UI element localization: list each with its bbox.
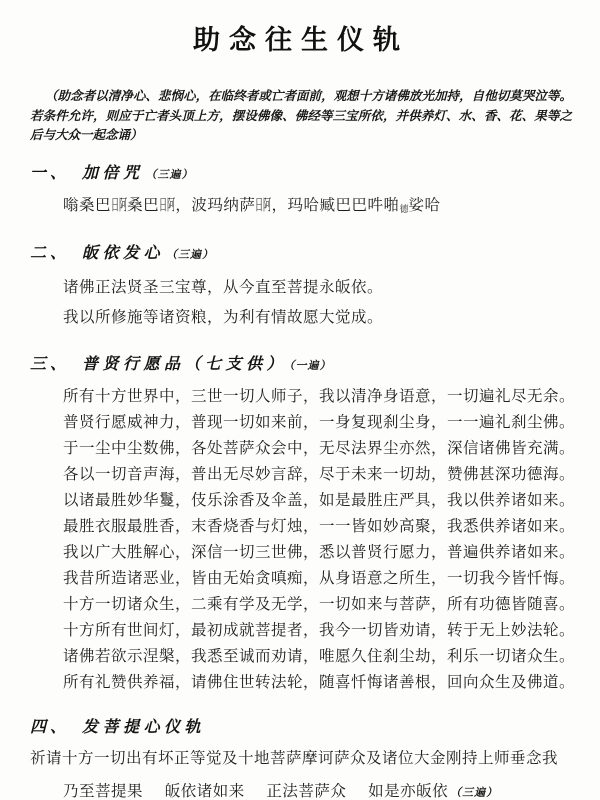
verse-line: 我以广大胜解心，深信一切三世佛，悉以普贤行愿力，普遍供养诸如来。 bbox=[63, 543, 576, 561]
verse-line: 普贤行愿威神力，普现一切如来前，一身复现刹尘身，一一遍礼刹尘佛。 bbox=[63, 413, 576, 431]
samantabhadra-verse-block bbox=[30, 384, 576, 696]
page-title: 助念往生仪轨 bbox=[193, 25, 409, 55]
intro-note: （助念者以清净心、悲悯心，在临终者或亡者面前，观想十方诸佛放光加持，自他切莫哭泣等。若条件允许，则应于亡者头顶上方，摆设佛像、佛经等三宝所依，并供养灯、水、香、花、果等之后与大众一起念诵） bbox=[30, 89, 572, 142]
ra-syllable: 日阿 bbox=[111, 196, 128, 214]
verse-line: 十方一切诸众生，二乘有学及无学，一切如来与菩萨，所有功德皆随喜。 bbox=[63, 595, 576, 613]
refuge-verse-block bbox=[30, 273, 572, 333]
small-syllable: 德 bbox=[399, 203, 409, 214]
verse-line: 于一尘中尘数佛，各处菩萨众会中，无尽法界尘亦然，深信诸佛皆充满。 bbox=[63, 439, 576, 457]
section-2-heading bbox=[30, 240, 572, 263]
section-4-heading bbox=[30, 714, 572, 737]
verse-line: 诸佛正法贤圣三宝尊，从今直至菩提永皈依。 bbox=[63, 278, 384, 296]
verse-line: 十方所有世间灯，最初成就菩提者，我今一切皆劝请，转于无上妙法轮。 bbox=[63, 621, 576, 639]
repetition-note: （三遍） bbox=[166, 248, 215, 261]
verse-line: 我昔所造诸恶业，皆由无始贪嗔痴，从身语意之所生，一切我今皆忏悔。 bbox=[63, 569, 576, 587]
verse-line: 以诸最胜妙华鬘，伎乐涂香及伞盖，如是最胜庄严具，我以供养诸如来。 bbox=[63, 491, 576, 509]
section-number: 三、 bbox=[30, 355, 71, 373]
ra-syllable: 日阿 bbox=[159, 196, 176, 214]
verse-line: 最胜衣服最胜香，末香烧香与灯烛，一一皆如妙高聚，我悉供养诸如来。 bbox=[63, 517, 576, 535]
repetition-note: （三遍） bbox=[450, 786, 499, 799]
section-title: 普贤行愿品（七支供） bbox=[82, 355, 288, 373]
refuge-formula-line bbox=[30, 779, 572, 800]
mantra-text: ，玛哈臧巴巴吽啪 bbox=[271, 196, 400, 214]
section-number: 二、 bbox=[30, 244, 71, 262]
verse-line: 所有礼赞供养福，请佛住世转法轮，随喜忏悔诸善根，回向众生及佛道。 bbox=[63, 673, 576, 691]
mantra-text: 嗡桑巴 bbox=[63, 196, 112, 214]
mantra-text: 桑巴 bbox=[127, 196, 160, 214]
section-title: 发菩提心仪轨 bbox=[82, 718, 206, 736]
refuge-phrase: 皈依诸如来 bbox=[164, 782, 245, 800]
mantra-line bbox=[30, 193, 572, 222]
prayer-paragraph: 祈请十方一切出有坏正等觉及十地菩萨摩诃萨众及诸位大金刚持上师垂念我 bbox=[30, 749, 559, 767]
mantra-text: ，波玛纳萨 bbox=[175, 196, 256, 214]
verse-line: 诸佛若欲示涅槃，我悉至诚而劝请，唯愿久住刹尘劫，利乐一切诸众生。 bbox=[63, 647, 576, 665]
refuge-phrase: 如是亦皈依 bbox=[368, 782, 449, 800]
verse-line: 我以所修施等诸资粮，为利有情故愿大觉成。 bbox=[63, 308, 384, 326]
mantra-text: 娑哈 bbox=[408, 196, 441, 214]
repetition-note: （一遍） bbox=[289, 359, 332, 372]
verse-line: 所有十方世界中，三世一切人师子，我以清净身语意，一切遍礼尽无余。 bbox=[63, 387, 576, 405]
section-1-heading bbox=[30, 160, 572, 183]
section-3-heading bbox=[30, 351, 572, 374]
section-title: 加倍咒 bbox=[82, 164, 144, 182]
section-number: 四、 bbox=[30, 718, 71, 736]
verse-line: 各以一切音声海，普出无尽妙言辞，尽于未来一切劫，赞佛甚深功德海。 bbox=[63, 465, 576, 483]
repetition-note: （三遍） bbox=[145, 168, 194, 181]
section-number: 一、 bbox=[30, 164, 71, 182]
ra-syllable: 日阿 bbox=[255, 196, 272, 214]
refuge-phrase: 乃至菩提果 bbox=[63, 782, 144, 800]
section-title: 皈依发心 bbox=[82, 244, 165, 262]
refuge-phrase: 正法菩萨众 bbox=[266, 782, 347, 800]
